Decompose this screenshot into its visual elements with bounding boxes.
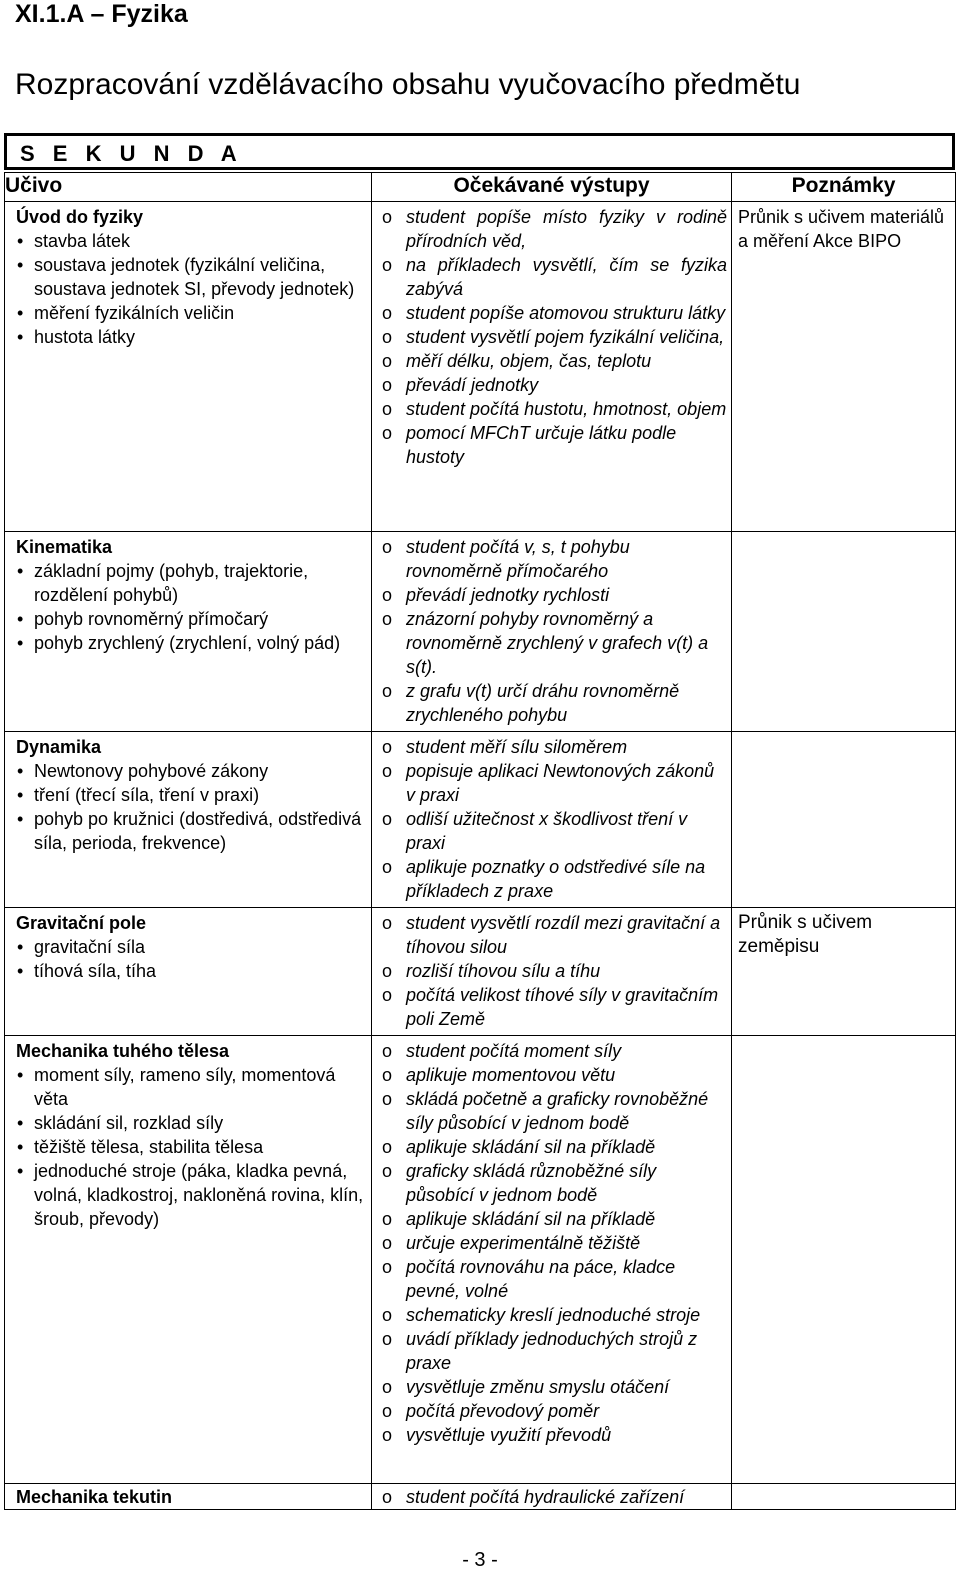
- notes-cell: Průnik s učivem zeměpisu: [732, 908, 956, 1036]
- list-item: o graficky skládá různoběžné síly působící v jednom bodě: [378, 1159, 727, 1207]
- table-row: [5, 532, 956, 732]
- curriculum-table: [4, 172, 956, 1510]
- list-item: o převádí jednotky: [378, 373, 727, 397]
- outputs-cell: [372, 202, 732, 532]
- outputs-list: [378, 205, 727, 469]
- outputs-cell: [372, 1036, 732, 1484]
- list-item: • pohyb zrychlený (zrychlení, volný pád): [16, 631, 367, 655]
- list-item: • soustava jednotek (fyzikální veličina, soustava jednotek SI, převody jednotek): [16, 253, 367, 301]
- page-number: - 3 -: [462, 1549, 498, 1571]
- list-item: o rozliší tíhovou sílu a tíhu: [378, 959, 727, 983]
- content-cell: [5, 908, 372, 1036]
- list-item: o vysvětluje změnu smyslu otáčení: [378, 1375, 727, 1399]
- list-item: o uvádí příklady jednoduchých strojů z praxe: [378, 1327, 727, 1375]
- list-item: o student počítá hustotu, hmotnost, objem: [378, 397, 727, 421]
- document-subtitle: Rozpracování vzdělávacího obsahu vyučovacího předmětu: [15, 68, 801, 101]
- outputs-cell: [372, 908, 732, 1036]
- list-item: o aplikuje skládání sil na příkladě: [378, 1135, 727, 1159]
- outputs-list: [378, 1039, 727, 1447]
- content-cell: [5, 532, 372, 732]
- list-item: o na příkladech vysvětlí, čím se fyzika zabývá: [378, 253, 727, 301]
- outputs-cell: [372, 732, 732, 908]
- list-item: o student počítá moment síly: [378, 1039, 727, 1063]
- list-item: o převádí jednotky rychlosti: [378, 583, 727, 607]
- outputs-cell: [372, 1484, 732, 1510]
- column-header-notes: Poznámky: [732, 173, 956, 202]
- list-item: • základní pojmy (pohyb, trajektorie, rozdělení pohybů): [16, 559, 367, 607]
- section-title: Mechanika tekutin: [16, 1487, 173, 1507]
- content-list: [16, 935, 367, 983]
- table-header-row: [5, 173, 956, 202]
- list-item: o schematicky kreslí jednoduché stroje: [378, 1303, 727, 1327]
- list-item: o vysvětluje využití převodů: [378, 1423, 727, 1447]
- list-item: o aplikuje momentovou větu: [378, 1063, 727, 1087]
- list-item: o aplikuje poznatky o odstředivé síle na příkladech z praxe: [378, 855, 727, 903]
- list-item: • těžiště tělesa, stabilita tělesa: [16, 1135, 367, 1159]
- content-list: [16, 229, 367, 349]
- list-item: • jednoduché stroje (páka, kladka pevná, volná, kladkostroj, nakloněná rovina, klín, šroub, převody): [16, 1159, 367, 1231]
- list-item: o student měří sílu siloměrem: [378, 735, 727, 759]
- list-item: • tíhová síla, tíha: [16, 959, 367, 983]
- grade-header-box: [4, 133, 955, 170]
- table-row: [5, 908, 956, 1036]
- list-item: o pomocí MFChT určuje látku podle hustoty: [378, 421, 727, 469]
- list-item: o počítá rovnováhu na páce, kladce pevné, volné: [378, 1255, 727, 1303]
- list-item: • tření (třecí síla, tření v praxi): [16, 783, 367, 807]
- section-title: Kinematika: [16, 537, 113, 557]
- column-header-outputs: Očekávané výstupy: [372, 173, 732, 202]
- notes-cell: [732, 732, 956, 908]
- section-title: Úvod do fyziky: [16, 207, 144, 227]
- outputs-list: [378, 735, 727, 903]
- notes-cell: Průnik s učivem materiálů a měření Akce BIPO: [732, 202, 956, 532]
- list-item: o student počítá v, s, t pohybu rovnoměrně přímočarého: [378, 535, 727, 583]
- list-item: • skládání sil, rozklad síly: [16, 1111, 367, 1135]
- list-item: o student vysvětlí pojem fyzikální veličina,: [378, 325, 727, 349]
- section-title: Gravitační pole: [16, 913, 147, 933]
- section-title: Mechanika tuhého tělesa: [16, 1041, 230, 1061]
- list-item: o znázorní pohyby rovnoměrný a rovnoměrně zrychlený v grafech v(t) a s(t).: [378, 607, 727, 679]
- list-item: o počítá převodový poměr: [378, 1399, 727, 1423]
- list-item: o počítá velikost tíhové síly v gravitačním poli Země: [378, 983, 727, 1031]
- column-header-content: Učivo: [5, 173, 372, 202]
- list-item: • pohyb rovnoměrný přímočarý: [16, 607, 367, 631]
- content-cell: [5, 732, 372, 908]
- outputs-list: [378, 911, 727, 1031]
- table-row: [5, 1484, 956, 1510]
- notes-cell: [732, 1484, 956, 1510]
- list-item: o měří délku, objem, čas, teplotu: [378, 349, 727, 373]
- list-item: • Newtonovy pohybové zákony: [16, 759, 367, 783]
- outputs-list: [378, 535, 727, 727]
- grade-label: S E K U N D A: [20, 141, 243, 166]
- content-list: [16, 1063, 367, 1231]
- table-row: [5, 1036, 956, 1484]
- document-title: XI.1.A – Fyzika: [15, 0, 188, 28]
- section-title: Dynamika: [16, 737, 102, 757]
- list-item: o určuje experimentálně těžiště: [378, 1231, 727, 1255]
- list-item: • hustota látky: [16, 325, 367, 349]
- table-row: [5, 202, 956, 532]
- list-item: o student popíše místo fyziky v rodině přírodních věd,: [378, 205, 727, 253]
- list-item: o z grafu v(t) určí dráhu rovnoměrně zrychleného pohybu: [378, 679, 727, 727]
- content-cell: [5, 1036, 372, 1484]
- outputs-cell: [372, 532, 732, 732]
- list-item: • stavba látek: [16, 229, 367, 253]
- list-item: o popisuje aplikaci Newtonových zákonů v praxi: [378, 759, 727, 807]
- list-item: • moment síly, rameno síly, momentová věta: [16, 1063, 367, 1111]
- notes-cell: [732, 532, 956, 732]
- list-item: o skládá početně a graficky rovnoběžné síly působící v jednom bodě: [378, 1087, 727, 1135]
- list-item: • gravitační síla: [16, 935, 367, 959]
- content-list: [16, 559, 367, 655]
- notes-cell: [732, 1036, 956, 1484]
- content-cell: [5, 202, 372, 532]
- list-item: o aplikuje skládání sil na příkladě: [378, 1207, 727, 1231]
- list-item: • pohyb po kružnici (dostředivá, odstředivá síla, perioda, frekvence): [16, 807, 367, 855]
- content-list: [16, 759, 367, 855]
- list-item: o student vysvětlí rozdíl mezi gravitační a tíhovou silou: [378, 911, 727, 959]
- table-row: [5, 732, 956, 908]
- list-item: o student popíše atomovou strukturu látky: [378, 301, 727, 325]
- outputs-list: [378, 1485, 727, 1509]
- content-cell: [5, 1484, 372, 1510]
- list-item: o student počítá hydraulické zařízení: [378, 1485, 727, 1509]
- list-item: o odliší užitečnost x škodlivost tření v praxi: [378, 807, 727, 855]
- list-item: • měření fyzikálních veličin: [16, 301, 367, 325]
